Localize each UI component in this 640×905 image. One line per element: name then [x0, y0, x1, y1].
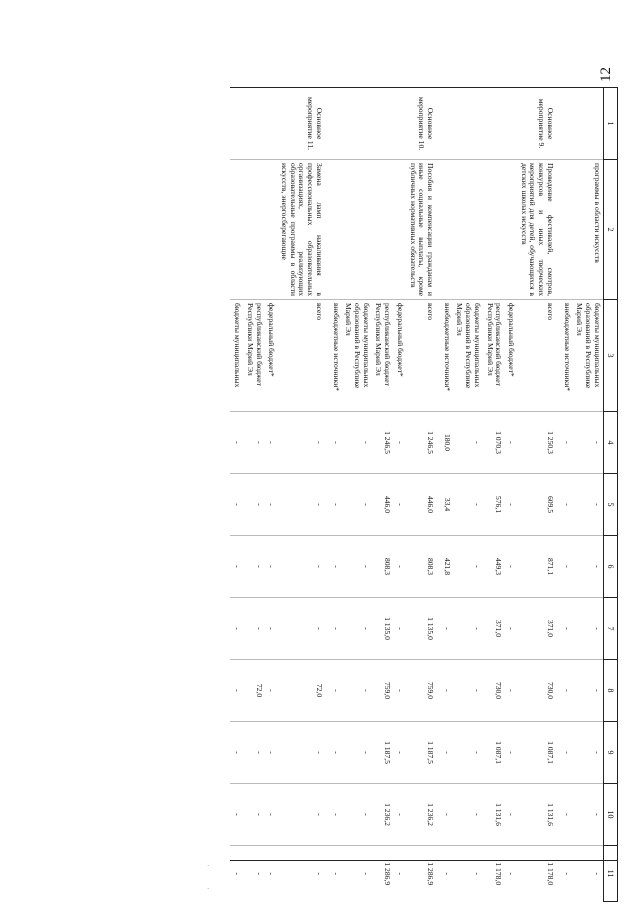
value-cell: -	[243, 784, 264, 846]
table-body	[230, 88, 603, 902]
value-cell: 1 178,0	[483, 846, 504, 902]
value-cell: -	[342, 598, 372, 660]
value-cell: -	[560, 474, 573, 536]
activity-name-cell	[230, 160, 243, 300]
value-cell: -	[573, 722, 604, 784]
value-cell: 72,0	[243, 660, 264, 722]
value-cell: -	[230, 784, 243, 846]
value-cell: -	[277, 412, 329, 474]
value-cell: -	[393, 536, 406, 598]
value-cell: 1 187,5	[406, 722, 440, 784]
funding-source-cell: всего	[406, 300, 440, 412]
value-cell: -	[342, 536, 372, 598]
value-cell: -	[560, 412, 573, 474]
value-cell: 446,0	[372, 474, 393, 536]
value-cell: -	[393, 412, 406, 474]
value-cell: 1 236,2	[372, 784, 393, 846]
value-cell: -	[243, 846, 264, 902]
column-header: 5	[603, 474, 617, 536]
value-cell: -	[329, 598, 342, 660]
value-cell: -	[265, 598, 278, 660]
scan-speck: ·	[207, 885, 210, 893]
value-cell: -	[440, 660, 453, 722]
value-cell: 759,0	[372, 660, 393, 722]
table-row	[329, 88, 342, 902]
activity-name-cell	[560, 160, 573, 300]
funding-source-cell: всего	[517, 300, 560, 412]
value-cell: -	[453, 722, 483, 784]
value-cell: -	[440, 846, 453, 902]
funding-source-cell: республиканский бюджет Республики Марий Эл	[483, 300, 504, 412]
value-cell: -	[504, 722, 517, 784]
table-row	[230, 88, 243, 902]
value-cell: -	[504, 598, 517, 660]
table-row	[504, 88, 517, 902]
value-cell: 871,1	[517, 536, 560, 598]
value-cell: -	[560, 598, 573, 660]
activity-name-cell	[504, 160, 517, 300]
value-cell: 371,0	[483, 598, 504, 660]
value-cell: 1 131,6	[517, 784, 560, 846]
value-cell: -	[504, 660, 517, 722]
value-cell: -	[243, 722, 264, 784]
value-cell: 449,3	[483, 536, 504, 598]
value-cell: -	[329, 846, 342, 902]
value-cell: -	[230, 474, 243, 536]
rotated-page	[91, 87, 618, 886]
header-row	[603, 88, 617, 902]
value-cell: -	[243, 598, 264, 660]
column-header: 1	[603, 88, 617, 160]
value-cell: -	[440, 722, 453, 784]
status-cell: Основное мероприятие 9.	[517, 88, 560, 160]
activity-name-cell: Замена ламп накаливания в профессиональных образовательных организациях, реализующих образовательные программы в области искусств, энергосберегающие	[277, 160, 329, 300]
column-header: 8	[603, 660, 617, 722]
value-cell: -	[560, 722, 573, 784]
table-row	[243, 88, 264, 902]
table-wrapper	[230, 87, 618, 886]
value-cell: -	[243, 412, 264, 474]
value-cell: 1 087,1	[483, 722, 504, 784]
activity-name-cell	[440, 160, 453, 300]
activity-name-cell	[265, 160, 278, 300]
value-cell: -	[393, 846, 406, 902]
table-row	[560, 88, 573, 902]
status-cell	[504, 88, 517, 160]
activity-name-cell	[329, 160, 342, 300]
value-cell: -	[393, 660, 406, 722]
value-cell: 72,0	[277, 660, 329, 722]
value-cell: -	[573, 846, 604, 902]
funding-source-cell: федеральный бюджет*	[265, 300, 278, 412]
status-cell	[372, 88, 393, 160]
value-cell: -	[277, 784, 329, 846]
activity-name-cell	[393, 160, 406, 300]
table-row	[573, 88, 604, 902]
status-cell	[342, 88, 372, 160]
column-header: 3	[603, 300, 617, 412]
value-cell: -	[243, 474, 264, 536]
value-cell: -	[504, 846, 517, 902]
value-cell: -	[277, 722, 329, 784]
value-cell: -	[453, 412, 483, 474]
activity-name-cell: Проведение фестивалей, смотров, конкурсов и иных творческих мероприятий для детей, обучающихся в детских школах искусств	[517, 160, 560, 300]
funding-source-cell: бюджеты муниципальных образований в Республике Марий Эл	[573, 300, 604, 412]
value-cell: 180,0	[440, 412, 453, 474]
activity-name-cell	[243, 160, 264, 300]
status-cell	[560, 88, 573, 160]
table-row	[483, 88, 504, 902]
activity-name-cell: программы в области искусств	[573, 160, 604, 300]
value-cell: -	[230, 722, 243, 784]
value-cell: 1 070,3	[483, 412, 504, 474]
value-cell: 1 250,3	[517, 412, 560, 474]
status-cell	[483, 88, 504, 160]
value-cell: -	[230, 846, 243, 902]
value-cell: -	[230, 412, 243, 474]
status-cell	[453, 88, 483, 160]
status-cell	[230, 88, 243, 160]
value-cell: -	[277, 846, 329, 902]
value-cell: -	[265, 412, 278, 474]
funding-source-cell: бюджеты муниципальных образований в Республике Марий Эл	[453, 300, 483, 412]
value-cell: 371,0	[517, 598, 560, 660]
table-row	[406, 88, 440, 902]
value-cell: 1 246,5	[406, 412, 440, 474]
funding-source-cell: республиканский бюджет Республики Марий Эл	[372, 300, 393, 412]
value-cell: 609,5	[517, 474, 560, 536]
activity-name-cell	[372, 160, 393, 300]
value-cell: 1 131,6	[483, 784, 504, 846]
value-cell: -	[342, 846, 372, 902]
value-cell: -	[265, 536, 278, 598]
value-cell: -	[453, 784, 483, 846]
value-cell: 576,1	[483, 474, 504, 536]
value-cell: 1 236,2	[406, 784, 440, 846]
status-cell	[573, 88, 604, 160]
value-cell: -	[265, 474, 278, 536]
value-cell: -	[265, 846, 278, 902]
value-cell: 730,0	[483, 660, 504, 722]
value-cell: -	[342, 660, 372, 722]
table-row	[277, 88, 329, 902]
value-cell: 421,8	[440, 536, 453, 598]
funding-source-cell: бюджеты муниципальных	[230, 300, 243, 412]
value-cell: -	[329, 722, 342, 784]
value-cell: 1 246,5	[372, 412, 393, 474]
column-header: 2	[603, 160, 617, 300]
value-cell: -	[504, 412, 517, 474]
value-cell: 1 286,9	[372, 846, 393, 902]
funding-source-cell: республиканский бюджет Республики Марий Эл	[243, 300, 264, 412]
value-cell: 33,4	[440, 474, 453, 536]
value-cell: -	[504, 474, 517, 536]
funding-source-cell: федеральный бюджет*	[504, 300, 517, 412]
table-row	[265, 88, 278, 902]
value-cell: 1 135,0	[406, 598, 440, 660]
value-cell: -	[265, 784, 278, 846]
value-cell: -	[342, 412, 372, 474]
funding-source-cell: внебюджетные источники*	[329, 300, 342, 412]
value-cell: -	[329, 536, 342, 598]
value-cell: -	[453, 660, 483, 722]
value-cell: -	[453, 536, 483, 598]
value-cell: 730,0	[517, 660, 560, 722]
value-cell: -	[573, 412, 604, 474]
value-cell: -	[560, 784, 573, 846]
value-cell: 808,3	[406, 536, 440, 598]
table-row	[342, 88, 372, 902]
status-cell: Основное мероприятие 11.	[277, 88, 329, 160]
value-cell: -	[277, 474, 329, 536]
column-header: 6	[603, 536, 617, 598]
value-cell: -	[277, 598, 329, 660]
value-cell: 1 187,5	[372, 722, 393, 784]
funding-source-cell: всего	[277, 300, 329, 412]
value-cell: 1 178,0	[517, 846, 560, 902]
funding-source-cell: федеральный бюджет*	[393, 300, 406, 412]
value-cell: -	[393, 598, 406, 660]
column-header: 4	[603, 412, 617, 474]
funding-source-cell: внебюджетные источники*	[440, 300, 453, 412]
value-cell: -	[329, 474, 342, 536]
value-cell: -	[265, 722, 278, 784]
value-cell: -	[440, 598, 453, 660]
value-cell: -	[230, 536, 243, 598]
financing-table	[230, 87, 618, 902]
value-cell: -	[560, 536, 573, 598]
value-cell: -	[573, 598, 604, 660]
column-header: 7	[603, 598, 617, 660]
value-cell: -	[393, 784, 406, 846]
value-cell: -	[573, 784, 604, 846]
value-cell: 808,3	[372, 536, 393, 598]
value-cell: -	[393, 722, 406, 784]
value-cell: -	[573, 660, 604, 722]
value-cell: -	[342, 722, 372, 784]
page-number: 12	[598, 67, 614, 82]
funding-source-cell: внебюджетные источники*	[560, 300, 573, 412]
value-cell: -	[560, 846, 573, 902]
value-cell: -	[329, 412, 342, 474]
status-cell	[243, 88, 264, 160]
activity-name-cell	[342, 160, 372, 300]
value-cell: -	[342, 784, 372, 846]
column-header: 11	[603, 846, 617, 902]
value-cell: -	[342, 474, 372, 536]
table-row	[453, 88, 483, 902]
table-row	[517, 88, 560, 902]
scan-speck: ·	[207, 862, 210, 870]
value-cell: -	[504, 536, 517, 598]
activity-name-cell	[453, 160, 483, 300]
status-cell	[393, 88, 406, 160]
value-cell: 759,0	[406, 660, 440, 722]
value-cell: 1 087,1	[517, 722, 560, 784]
value-cell: 1 286,9	[406, 846, 440, 902]
value-cell: -	[230, 598, 243, 660]
value-cell: -	[277, 536, 329, 598]
value-cell: -	[265, 660, 278, 722]
value-cell: -	[573, 536, 604, 598]
value-cell: -	[329, 784, 342, 846]
table-row	[372, 88, 393, 902]
value-cell: -	[453, 474, 483, 536]
value-cell: -	[393, 474, 406, 536]
table-row	[440, 88, 453, 902]
status-cell	[329, 88, 342, 160]
column-header: 10	[603, 784, 617, 846]
value-cell: 446,0	[406, 474, 440, 536]
value-cell: -	[230, 660, 243, 722]
value-cell: -	[243, 536, 264, 598]
value-cell: -	[440, 784, 453, 846]
status-cell	[440, 88, 453, 160]
activity-name-cell	[483, 160, 504, 300]
activity-name-cell: Пособия и компенсации гражданам и иные социальные выплаты, кроме публичных нормативных обязательств	[406, 160, 440, 300]
column-header: 9	[603, 722, 617, 784]
value-cell: -	[453, 846, 483, 902]
status-cell	[265, 88, 278, 160]
funding-source-cell: бюджеты муниципальных образований в Республике Марий Эл	[342, 300, 372, 412]
value-cell: -	[329, 660, 342, 722]
status-cell: Основное мероприятие 10.	[406, 88, 440, 160]
value-cell: 1 135,0	[372, 598, 393, 660]
value-cell: -	[573, 474, 604, 536]
value-cell: -	[453, 598, 483, 660]
value-cell: -	[504, 784, 517, 846]
value-cell: -	[560, 660, 573, 722]
table-row	[393, 88, 406, 902]
